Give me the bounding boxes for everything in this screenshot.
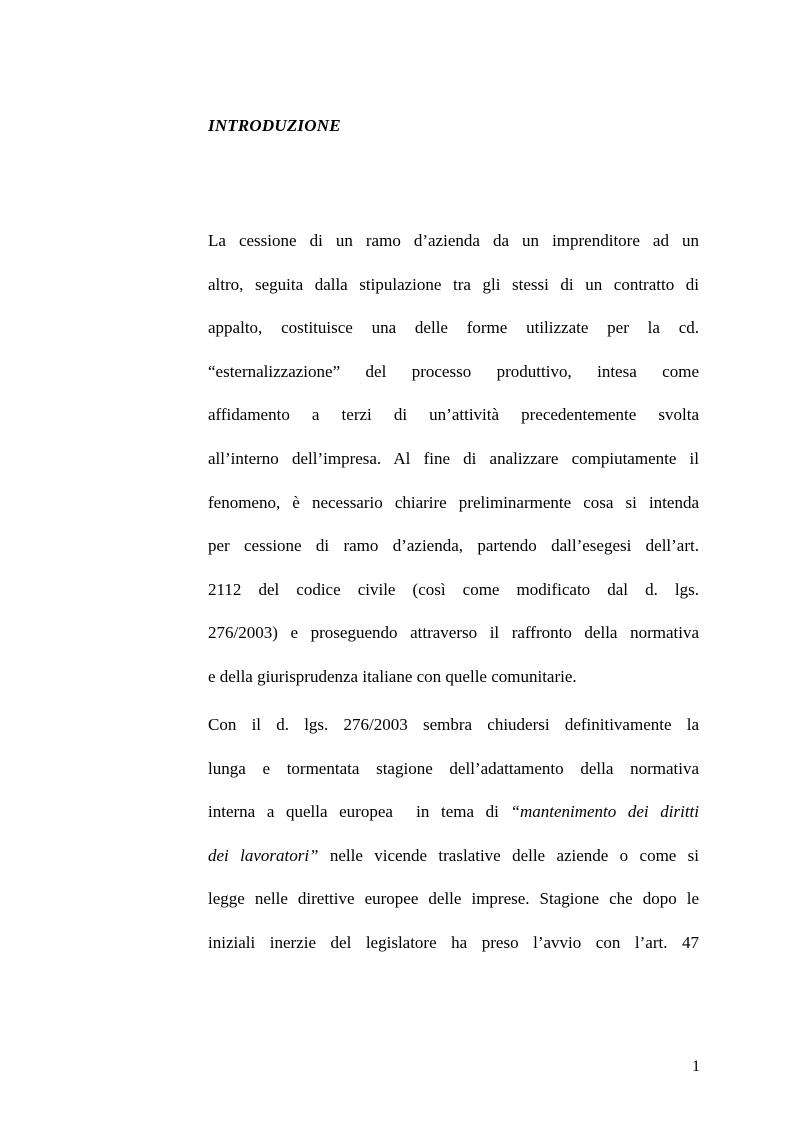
paragraph-line: 276/2003) e proseguendo attraverso il raffronto della normativa [208, 623, 699, 643]
section-heading: INTRODUZIONE [208, 116, 341, 135]
paragraph-line: altro, seguita dalla stipulazione tra gli stessi di un contratto di [208, 274, 699, 294]
paragraph-line: all’interno dell’impresa. Al fine di analizzare compiutamente il [208, 448, 699, 468]
paragraph-line: Con il d. lgs. 276/2003 sembra chiudersi definitivamente la [208, 715, 699, 734]
paragraph-introduction [208, 219, 699, 699]
paragraph-legislation [208, 703, 699, 965]
page-number: 1 [692, 1058, 700, 1075]
italic-quote: dei lavoratori” [208, 845, 319, 865]
paragraph-line: lunga e tormentata stagione dell’adattamento della normativa [208, 758, 699, 778]
paragraph-line: 2112 del codice civile (così come modificato dal d. lgs. [208, 579, 699, 599]
text-segment: nelle vicende traslative delle aziende o come si [318, 845, 700, 865]
paragraph-line: La cessione di un ramo d’azienda da un imprenditore ad un [208, 231, 699, 250]
paragraph-line: “esternalizzazione” del processo produttivo, intesa come [208, 361, 699, 381]
paragraph-line: iniziali inerzie del legislatore ha preso l’avvio con l’art. 47 [208, 932, 699, 952]
paragraph-line: per cessione di ramo d’azienda, partendo dall’esegesi dell’art. [208, 536, 699, 556]
paragraph-line: appalto, costituisce una delle forme utilizzate per la cd. [208, 318, 699, 338]
paragraph-line: fenomeno, è necessario chiarire preliminarmente cosa si intenda [208, 492, 699, 512]
text-segment: interna a quella europea in tema di [208, 802, 511, 822]
paragraph-line: e della giurisprudenza italiane con quelle comunitarie. [208, 666, 577, 686]
paragraph-line [208, 834, 699, 878]
italic-quote: “mantenimento dei diritti [510, 802, 699, 822]
paragraph-line: affidamento a terzi di un’attività precedentemente svolta [208, 405, 699, 425]
paragraph-line [208, 790, 699, 834]
paragraph-line: legge nelle direttive europee delle imprese. Stagione che dopo le [208, 889, 699, 909]
